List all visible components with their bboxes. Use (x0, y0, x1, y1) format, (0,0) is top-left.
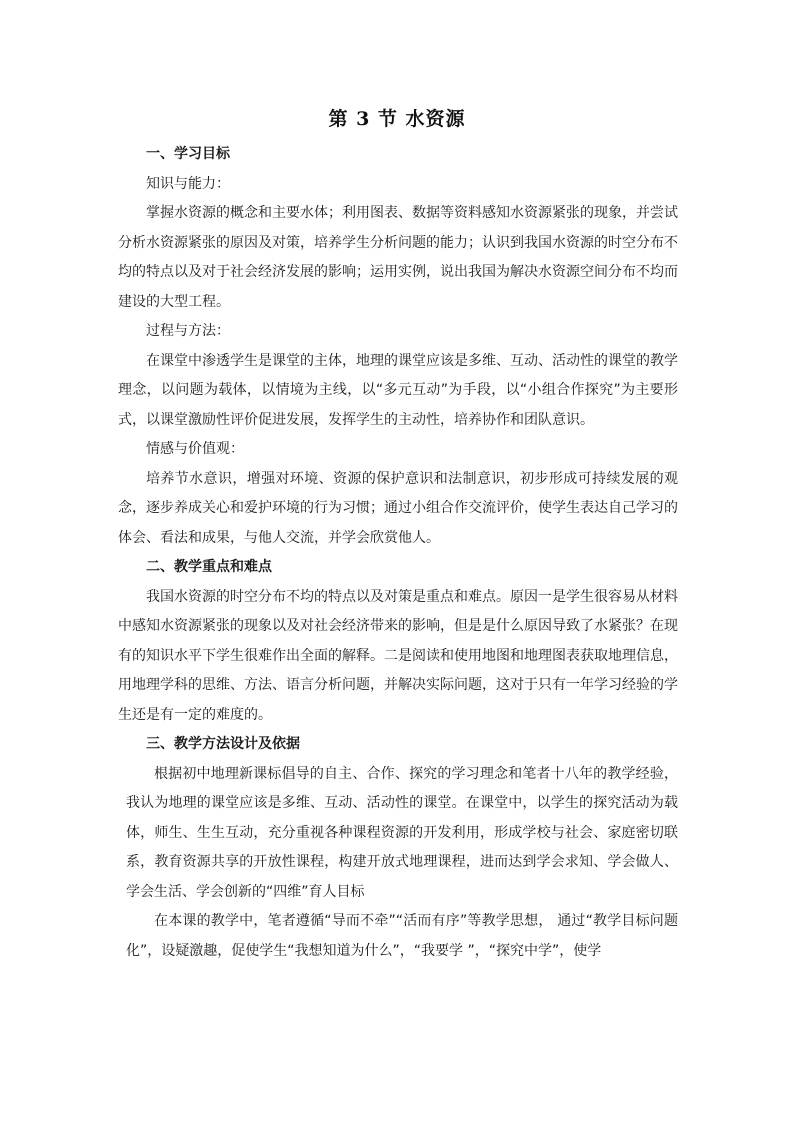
paragraph-process-method: 在课堂中渗透学生是课堂的主体，地理的课堂应该是多维、互动、活动性的课堂的教学理念，以问题为载体，以情境为主线，以“多元互动”为手段，以“小组合作探究”为主要形式，以课堂激励性评价促进发展，发挥学生的主动性，培养协作和团队意识。 (118, 352, 678, 428)
paragraph-emotion-values: 培养节水意识，增强对环境、资源的保护意识和法制意识，初步形成可持续发展的观念，逐步养成关心和爱护环境的行为习惯；通过小组合作交流评价，使学生表达自己学习的体会、看法和成果，与他人交流，并学会欣赏他人。 (118, 470, 678, 546)
paragraph-key-points: 我国水资源的时空分布不均的特点以及对策是重点和难点。原因一是学生很容易从材料中感知水资源紧张的现象以及对社会经济带来的影响，但是是什么原因导致了水紧张？在现有的知识水平下学生很难作出全面的解释。二是阅读和使用地图和地理图表获取地理信息，用地理学科的思维、方法、语言分析问题，并解决实际问题，这对于只有一年学习经验的学生还是有一定的难度的。 (118, 588, 678, 723)
section-heading-objectives: 一、学习目标 (146, 146, 230, 162)
subheading-process-method: 过程与方法： (146, 323, 230, 339)
page-title: 第 3 节 水资源 (328, 108, 466, 130)
subheading-knowledge-ability: 知识与能力： (146, 175, 230, 192)
paragraph-knowledge-ability: 掌握水资源的概念和主要水体；利用图表、数据等资料感知水资源紧张的现象，并尝试分析水资源紧张的原因及对策，培养学生分析问题的能力；认识到我国水资源的时空分布不均的特点以及对于社会经济发展的影响；运用实例，说出我国为解决水资源空间分布不均而建设的大型工程。 (118, 205, 678, 310)
section-heading-teaching-methods: 三、教学方法设计及依据 (146, 736, 300, 752)
paragraph-teaching-methods-basis: 根据初中地理新课标倡导的自主、合作、探究的学习理念和笔者十八年的教学经验，我认为地理的课堂应该是多维、互动、活动性的课堂。在课堂中，以学生的探究活动为载体，师生、生生互动，充分重视各种课程资源的开发利用，形成学校与社会、家庭密切联系，教育资源共享的开放性课程，构建开放式地理课程，进而达到学会求知、学会做人、学会生活、学会创新的“四维”育人目标 (126, 765, 678, 900)
section-heading-key-points: 二、教学重点和难点 (146, 559, 272, 575)
paragraph-teaching-approach: 在本课的教学中，笔者遵循“导而不牵”“活而有序”等教学思想， 通过“教学目标问题化”，设疑激趣，促使学生“我想知道为什么”，“我要学 ”，“探究中学”，使学 (126, 913, 678, 959)
document-body (118, 140, 678, 966)
subheading-emotion-values: 情感与价值观： (146, 441, 244, 457)
